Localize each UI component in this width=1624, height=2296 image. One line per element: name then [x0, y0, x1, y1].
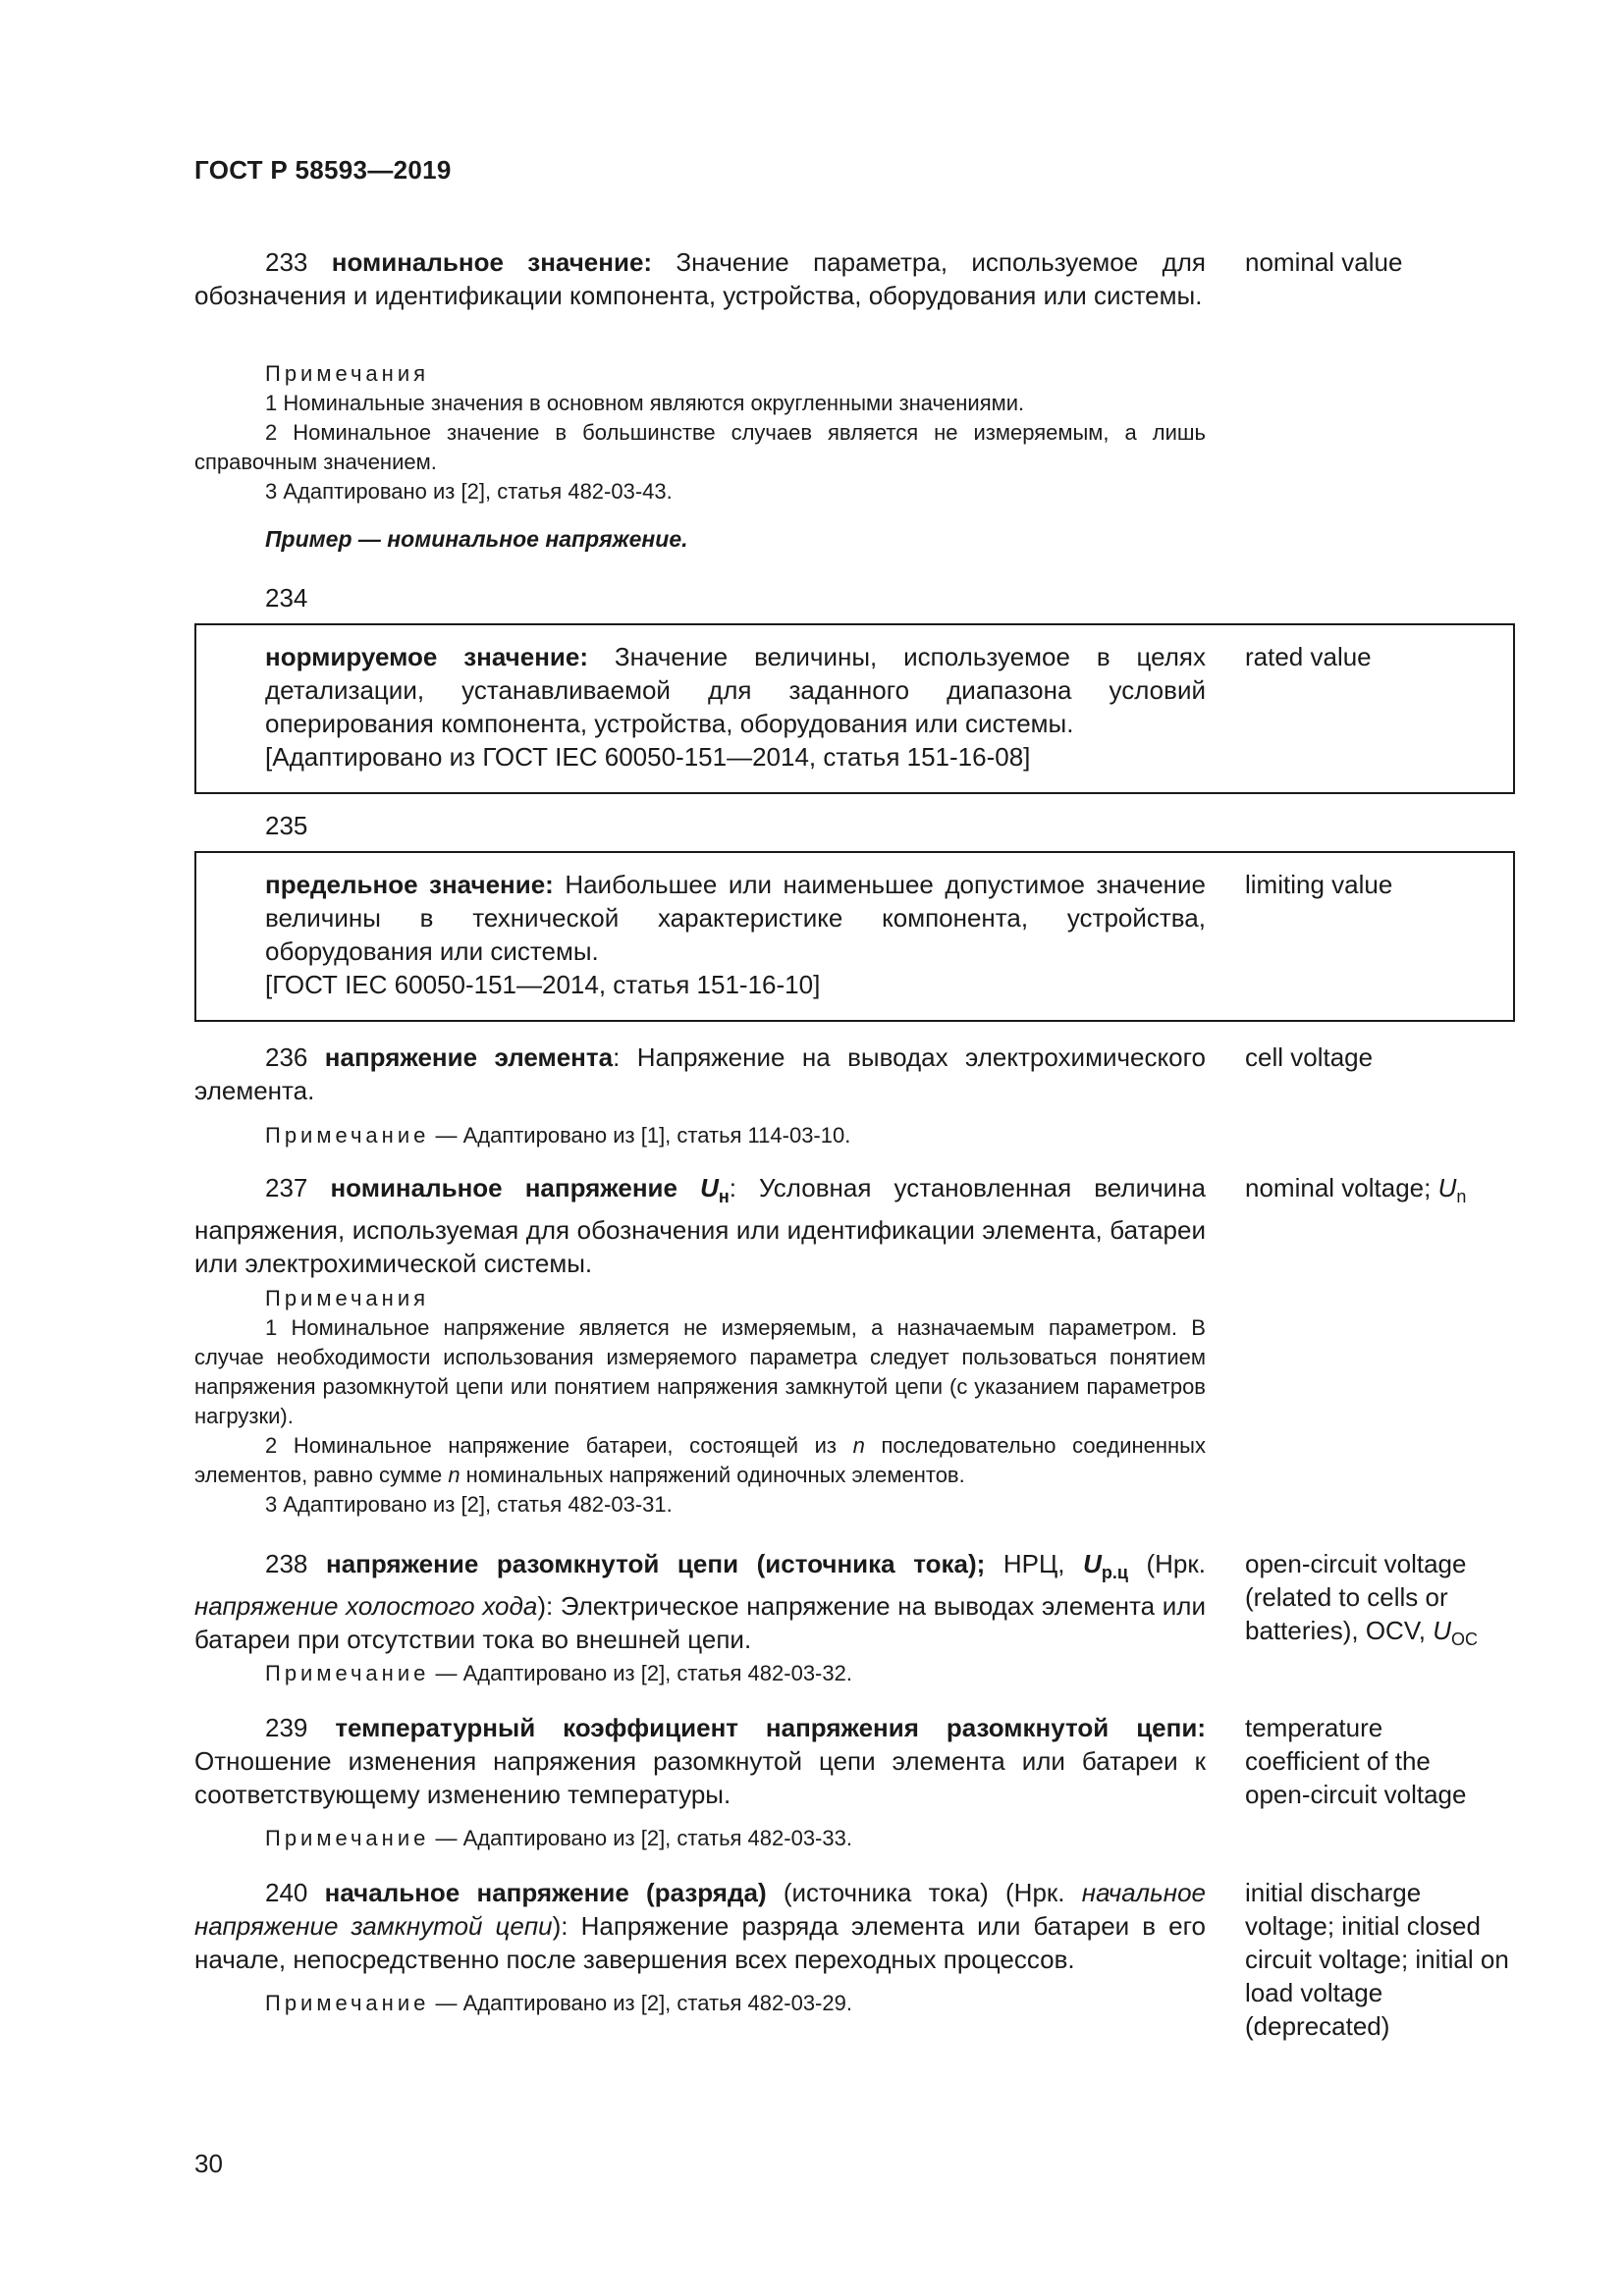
- term-234-number: 234: [265, 583, 308, 613]
- term-name: напряжение разомкнутой цепи (источника тока);: [326, 1549, 986, 1578]
- note-label: Примечание: [265, 1991, 430, 2015]
- deprecated-term: напряжение холостого хода: [194, 1591, 538, 1621]
- note-1: 1 Номинальное напряжение является не измеряемым, а назначаемым параметром. В случае необходимости использования измеряемого параметра следует пользоваться понятием напряжения разомкнутой цепи или понятием напряжения замкнутой цепи (с указанием параметров нагрузки).: [194, 1315, 1206, 1428]
- term-237: [194, 1171, 1206, 1280]
- term-number: 240: [265, 1878, 308, 1907]
- notes-label: Примечания: [265, 361, 430, 386]
- term-233-example: Пример — номинальное напряжение.: [265, 526, 688, 552]
- term-239: [194, 1711, 1206, 1811]
- term-definition: Наибольшее или наименьшее допустимое значение величины в технической характеристике компонента, устройства, оборудования или системы.: [265, 870, 1206, 966]
- term-definition: : Условная установленная величина напряжения, используемая для обозначения или идентификации элемента, батареи или электрохимической системы.: [194, 1173, 1206, 1278]
- term-source: [ГОСТ IEC 60050-151—2014, статья 151-16-10]: [265, 970, 821, 999]
- note-label: Примечание: [265, 1661, 430, 1685]
- term-name: температурный коэффициент напряжения разомкнутой цепи:: [335, 1713, 1206, 1742]
- term-source: [Адаптировано из ГОСТ IEC 60050-151—2014, статья 151-16-08]: [265, 742, 1031, 772]
- term-235-number: 235: [265, 811, 308, 840]
- term-238: 238 напряжение разомкнутой цепи (источника тока); НРЦ, $U_{р.ц}$ (Нрк. напряжение холостого хода): Электрическое напряжение на выводах элемента или батареи при отсутствии тока во внешней цепи.: [194, 1549, 1206, 1654]
- term-name: начальное напряжение (разряда): [324, 1878, 767, 1907]
- term-symbol-subscript: н: [718, 1187, 730, 1206]
- term-number: 233: [265, 247, 308, 277]
- term-239-english: temperature coefficient of the open-circuit voltage: [1245, 1713, 1467, 1809]
- term-234: [265, 640, 1206, 774]
- term-238-note: [194, 1659, 1206, 1688]
- term-238-english: open-circuit voltage (related to cells or batteries), OCV, $U_{OC}$: [1245, 1549, 1479, 1649]
- note-text: — Адаптировано из [2], статья 482-03-32.: [429, 1661, 852, 1685]
- term-abbreviation: НРЦ,: [985, 1549, 1084, 1578]
- term-definition: ): Напряжение разряда элемента или батареи в его начале, непосредственно после завершения всех переходных процессов.: [194, 1911, 1206, 1974]
- term-name: нормируемое значение:: [265, 642, 589, 671]
- term-name: номинальное значение:: [331, 247, 653, 277]
- term-233-notes: [194, 359, 1206, 507]
- term-236-english: cell voltage: [1245, 1042, 1374, 1072]
- term-definition: Значение параметра, используемое для обозначения и идентификации компонента, устройства, оборудования или системы.: [194, 247, 1206, 310]
- note-3: 3 Адаптировано из [2], статья 482-03-31.: [265, 1492, 673, 1517]
- term-definition: ): Электрическое напряжение на выводах элемента или батареи при отсутствии тока во внешней цепи.: [194, 1591, 1206, 1654]
- note-2: 2 Номинальное значение в большинстве случаев является не измеряемым, а лишь справочным значением.: [194, 420, 1206, 474]
- term-number: 237: [265, 1173, 308, 1202]
- term-240-note: [194, 1989, 1206, 2018]
- note-2: 2 Номинальное напряжение батареи, состоящей из n последовательно соединенных элементов, равно сумме n номинальных напряжений одиночных элементов.: [194, 1433, 1206, 1487]
- term-definition: Отношение изменения напряжения разомкнутой цепи элемента или батареи к соответствующему изменению температуры.: [194, 1746, 1206, 1809]
- term-240: 240 начальное напряжение (разряда) (источника тока) (Нрк. начальное напряжение замкнутой цепи): Напряжение разряда элемента или батареи в его начале, непосредственно после завершения всех переходных процессов.: [194, 1878, 1206, 1974]
- page-number: 30: [194, 2149, 223, 2178]
- note-3: 3 Адаптировано из [2], статья 482-03-43.: [265, 479, 673, 504]
- term-240-english: initial discharge voltage; initial closed circuit voltage; initial on load voltage (deprecated): [1245, 1878, 1509, 2041]
- term-237-english: nominal voltage; $U_n$: [1245, 1173, 1467, 1206]
- note-text: — Адаптировано из [2], статья 482-03-29.: [429, 1991, 852, 2015]
- term-number: 239: [265, 1713, 308, 1742]
- term-name: номинальное напряжение: [330, 1173, 701, 1202]
- term-239-note: [194, 1824, 1206, 1853]
- term-234-english: rated value: [1245, 642, 1372, 671]
- term-236-note: [194, 1121, 1206, 1150]
- note-text: — Адаптировано из [2], статья 482-03-33.: [429, 1826, 852, 1850]
- notes-label: Примечания: [265, 1286, 430, 1310]
- note-text: — Адаптировано из [1], статья 114-03-10.: [429, 1123, 851, 1148]
- term-symbol: U: [700, 1173, 719, 1202]
- document-header: ГОСТ Р 58593—2019: [194, 155, 452, 185]
- term-symbol-subscript: р.ц: [1101, 1563, 1128, 1582]
- term-236: [194, 1041, 1206, 1107]
- note-1: 1 Номинальные значения в основном являются округленными значениями.: [265, 391, 1025, 415]
- term-233-english: nominal value: [1245, 247, 1403, 277]
- term-name: предельное значение:: [265, 870, 554, 899]
- term-symbol: U: [1083, 1549, 1102, 1578]
- term-237-notes: [194, 1284, 1206, 1520]
- term-name: напряжение элемента: [324, 1042, 614, 1072]
- deprecated-term: начальное напряжение замкнутой цепи: [194, 1878, 1206, 1941]
- term-235: [265, 868, 1206, 1001]
- term-235-english: limiting value: [1245, 870, 1393, 899]
- note-label: Примечание: [265, 1826, 430, 1850]
- term-number: 238: [265, 1549, 308, 1578]
- term-definition: : Напряжение на выводах электрохимического элемента.: [194, 1042, 1206, 1105]
- term-definition: Значение величины, используемое в целях детализации, устанавливаемой для заданного диапазона условий оперирования компонента, устройства, оборудования или системы.: [265, 642, 1206, 738]
- term-233: [194, 245, 1206, 312]
- note-label: Примечание: [265, 1123, 430, 1148]
- term-number: 236: [265, 1042, 308, 1072]
